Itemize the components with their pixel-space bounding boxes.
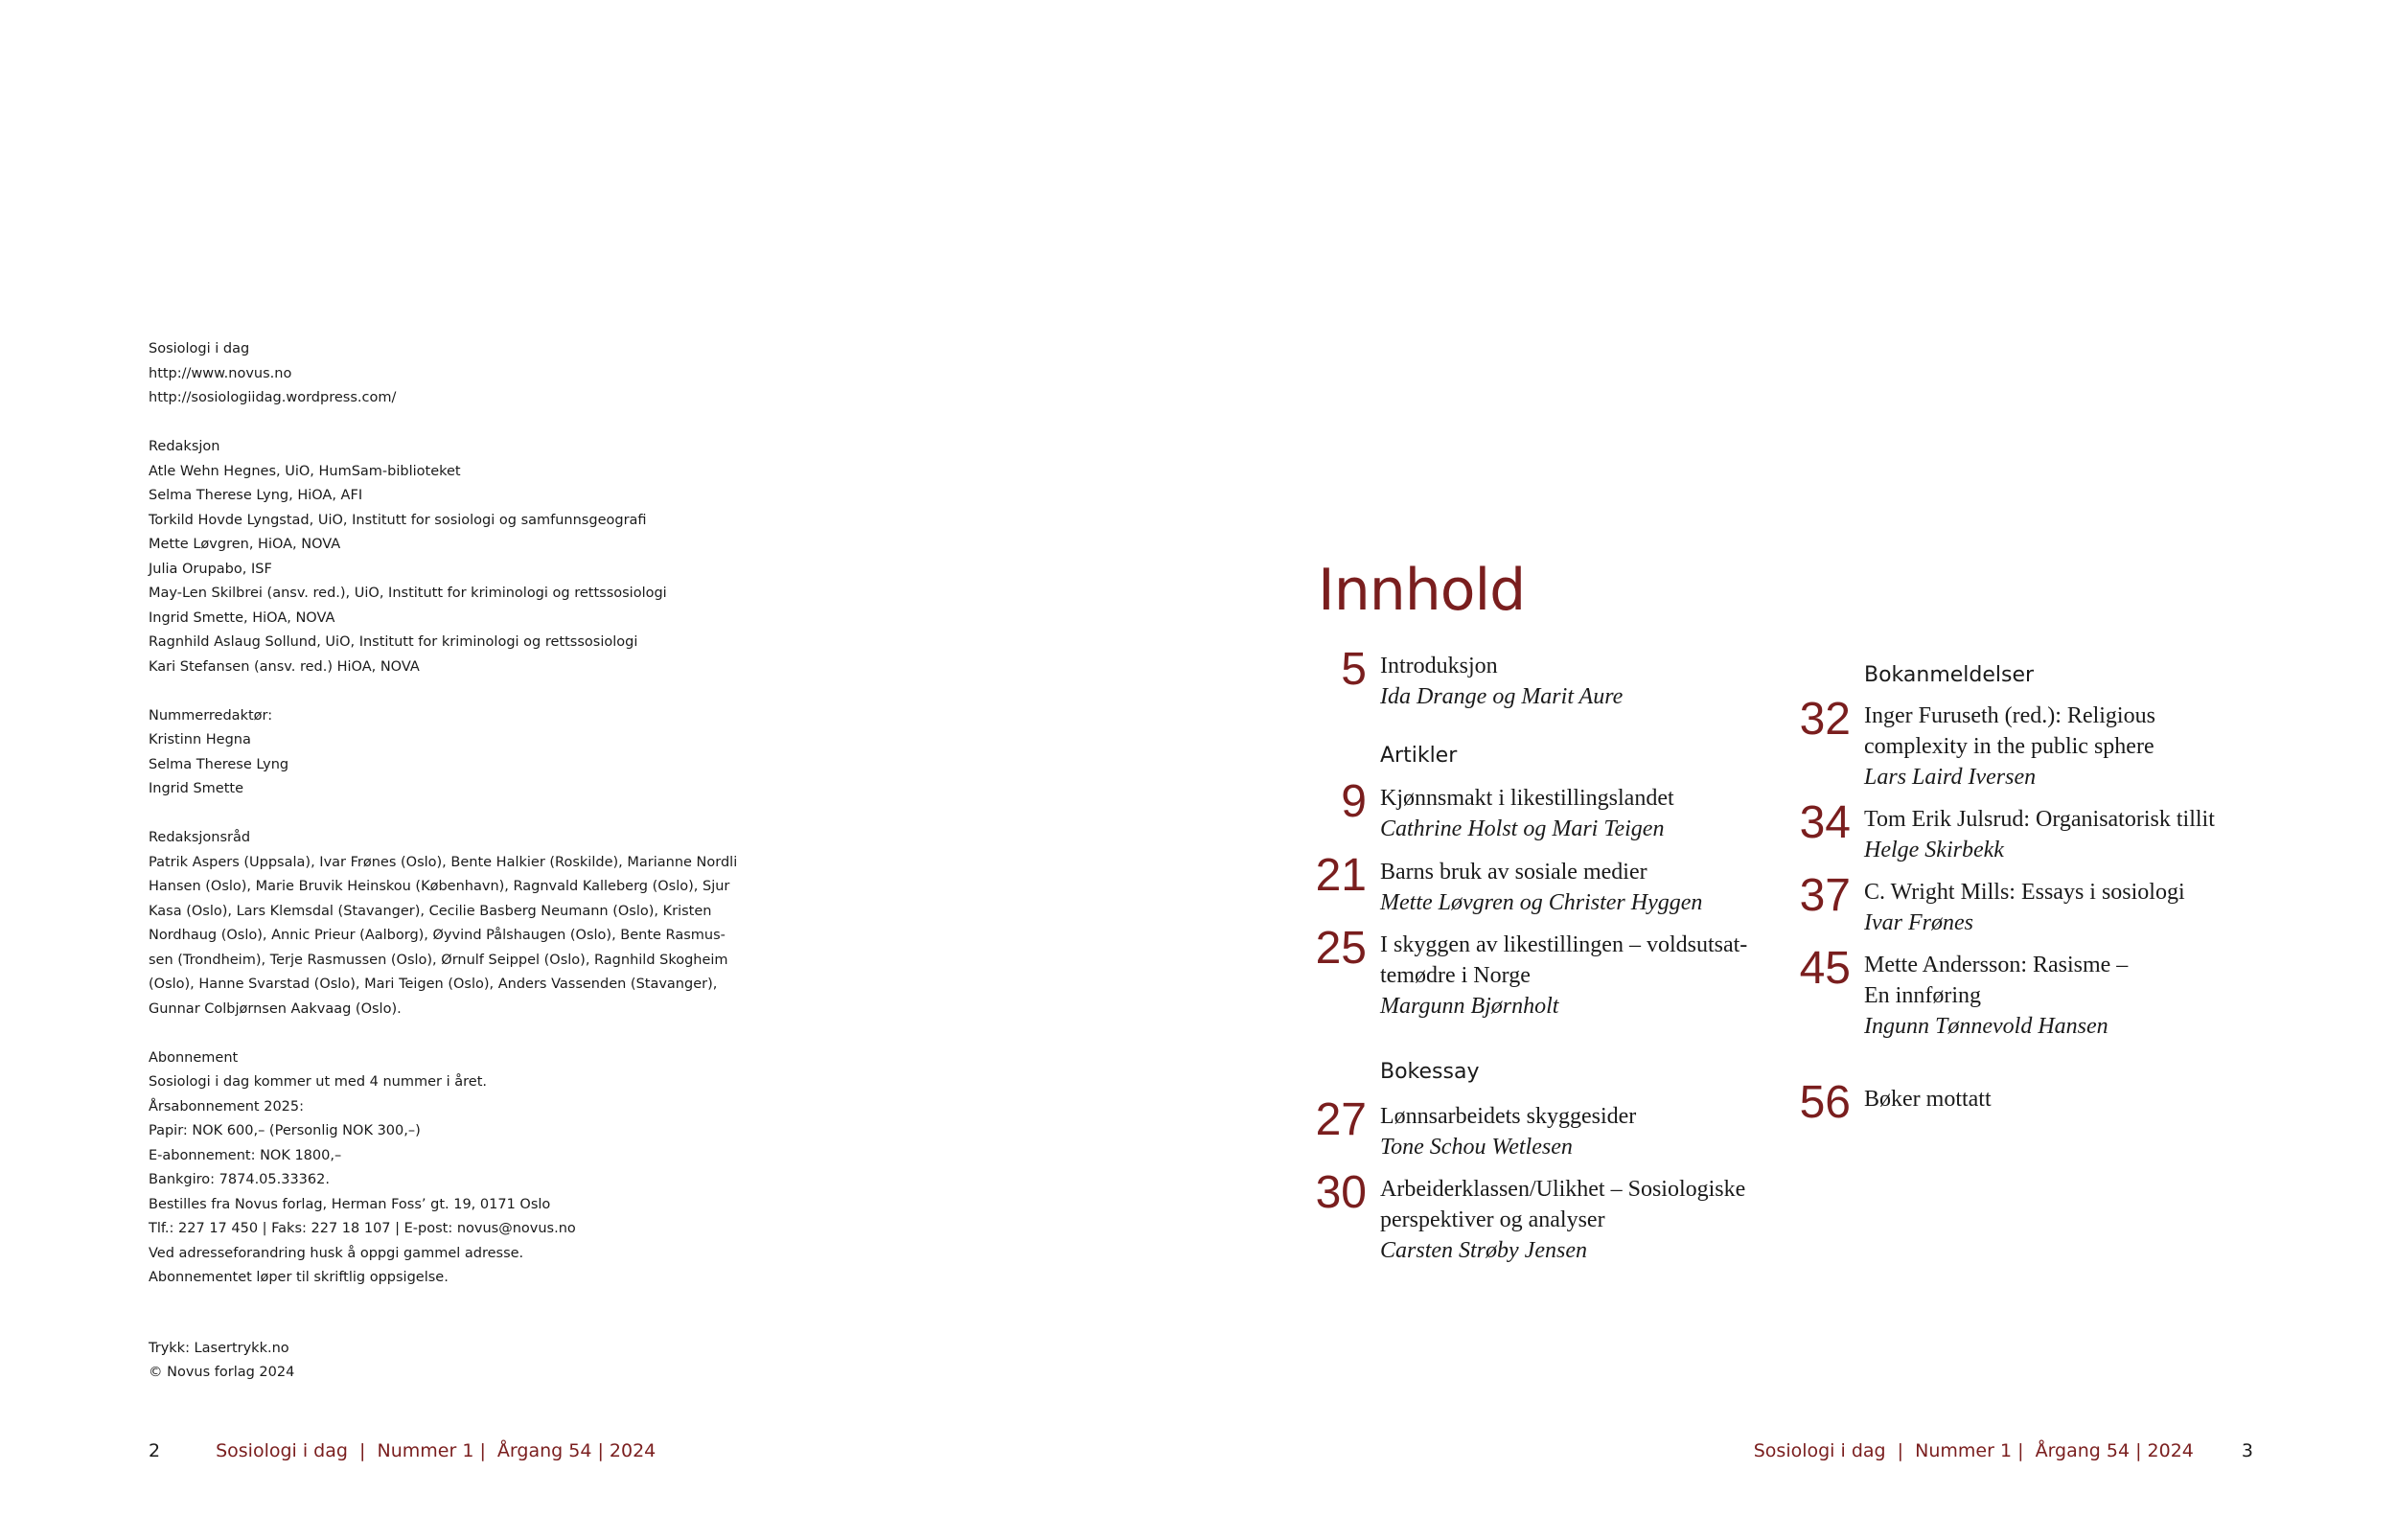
toc-title: Innhold bbox=[1318, 557, 1526, 624]
editor-line: Mette Løvgren, HiOA, NOVA bbox=[149, 537, 341, 552]
toc-page-number: 9 bbox=[1341, 776, 1367, 827]
running-head: Sosiologi i dag | Nummer 1 | Årgang 54 | 2024 bbox=[216, 1440, 657, 1461]
editor-line: Kari Stefansen (ansv. red.) HiOA, NOVA bbox=[149, 658, 420, 675]
toc-entry-title: Bøker mottatt bbox=[1864, 1087, 1992, 1112]
subscription-line: Bankgiro: 7874.05.33362. bbox=[149, 1172, 330, 1187]
subscription-line: Papir: NOK 600,– (Personlig NOK 300,–) bbox=[149, 1123, 421, 1138]
board-line: Patrik Aspers (Uppsala), Ivar Frønes (Oslo), Bente Halkier (Roskilde), Marianne Nordli bbox=[149, 854, 738, 870]
subscription-line: Ved adresseforandring husk å oppgi gammel adresse. bbox=[149, 1245, 524, 1261]
toc-entry-title-cont: perspektiver og analyser bbox=[1380, 1207, 1605, 1232]
editor-line: May-Len Skilbrei (ansv. red.), UiO, Institutt for kriminologi og rettssosiologi bbox=[149, 586, 667, 601]
section-heading-bokessay: Bokessay bbox=[1380, 1060, 1480, 1084]
toc-entry-title: I skyggen av likestillingen – voldsutsat- bbox=[1380, 932, 1748, 957]
board-line: Kasa (Oslo), Lars Klemsdal (Stavanger), Cecilie Basberg Neumann (Oslo), Kristen bbox=[149, 903, 712, 919]
copyright-line: © Novus forlag 2024 bbox=[149, 1365, 295, 1380]
redaksjonsrad-label: Redaksjonsråd bbox=[149, 830, 251, 845]
issue-editor: Selma Therese Lyng bbox=[149, 756, 289, 772]
footer-right bbox=[1754, 1438, 2253, 1463]
toc-entry[interactable] bbox=[1341, 644, 1624, 712]
toc-entry-title: Barns bruk av sosiale medier bbox=[1380, 860, 1647, 885]
toc-entry-title-cont: En innføring bbox=[1864, 983, 1981, 1008]
toc-page-number: 45 bbox=[1799, 943, 1851, 994]
editor-line: Torkild Hovde Lyngstad, UiO, Institutt for sosiologi og samfunnsgeografi bbox=[149, 512, 647, 528]
board-line: sen (Trondheim), Terje Rasmussen (Oslo), Ørnulf Seippel (Oslo), Ragnhild Skogheim bbox=[149, 952, 728, 968]
journal-title: Sosiologi i dag bbox=[149, 341, 250, 356]
toc-entry-author: Lars Laird Iversen bbox=[1864, 765, 2037, 790]
subscription-line: Sosiologi i dag kommer ut med 4 nummer i året. bbox=[149, 1074, 487, 1090]
editor-line: Ragnhild Aslaug Sollund, UiO, Institutt for kriminologi og rettssosiologi bbox=[149, 634, 638, 650]
toc-entry-title: Kjønnsmakt i likestillingslandet bbox=[1380, 786, 1674, 811]
section-heading-bokanmeldelser: Bokanmeldelser bbox=[1864, 663, 2035, 687]
subscription-line: Bestilles fra Novus forlag, Herman Foss’ gt. 19, 0171 Oslo bbox=[149, 1196, 551, 1212]
toc-page-number: 25 bbox=[1315, 923, 1367, 974]
printer-line: Trykk: Lasertrykk.no bbox=[149, 1340, 289, 1356]
toc-entry[interactable] bbox=[1799, 797, 2215, 865]
page-number: 3 bbox=[2241, 1440, 2253, 1461]
blog-link[interactable]: http://sosiologiidag.wordpress.com/ bbox=[149, 390, 397, 405]
board-line: Gunnar Colbjørnsen Aakvaag (Oslo). bbox=[149, 1000, 402, 1017]
editor-line: Selma Therese Lyng, HiOA, AFI bbox=[149, 488, 363, 503]
toc-entry-author: Carsten Strøby Jensen bbox=[1380, 1238, 1587, 1263]
subscription-line: Abonnementet løper til skriftlig oppsigelse. bbox=[149, 1270, 449, 1285]
toc-page-number: 37 bbox=[1799, 870, 1851, 921]
toc-entry[interactable] bbox=[1315, 1167, 1746, 1266]
toc-entry-title: Arbeiderklassen/Ulikhet – Sosiologiske bbox=[1380, 1177, 1746, 1202]
toc-entry-title: Tom Erik Julsrud: Organisatorisk tillit bbox=[1864, 807, 2215, 832]
toc-page-number: 56 bbox=[1799, 1077, 1851, 1128]
running-head: Sosiologi i dag | Nummer 1 | Årgang 54 | 2024 bbox=[1753, 1440, 2194, 1461]
toc-entry-title: Lønnsarbeidets skyggesider bbox=[1380, 1104, 1637, 1129]
toc-entry[interactable] bbox=[1799, 694, 2155, 793]
toc-entry-title: C. Wright Mills: Essays i sosiologi bbox=[1864, 880, 2185, 905]
toc-entry-title-cont: temødre i Norge bbox=[1380, 963, 1531, 988]
issue-editor: Kristinn Hegna bbox=[149, 732, 251, 747]
footer-left bbox=[149, 1438, 656, 1463]
toc-entry-title: Inger Furuseth (red.): Religious bbox=[1864, 703, 2155, 728]
toc-entry-title-cont: complexity in the public sphere bbox=[1864, 734, 2154, 759]
toc-entry[interactable] bbox=[1341, 776, 1674, 844]
toc-entry[interactable] bbox=[1315, 850, 1703, 918]
toc-entry[interactable] bbox=[1315, 923, 1748, 1022]
editor-line: Ingrid Smette, HiOA, NOVA bbox=[149, 609, 335, 626]
toc-entry[interactable] bbox=[1799, 870, 2185, 938]
board-line: Nordhaug (Oslo), Annic Prieur (Aalborg), Øyvind Pålshaugen (Oslo), Bente Rasmus- bbox=[149, 928, 726, 943]
toc-entry-author: Mette Løvgren og Christer Hyggen bbox=[1380, 890, 1703, 915]
redaksjon-label: Redaksjon bbox=[149, 439, 220, 454]
toc-entry-author: Helge Skirbekk bbox=[1864, 838, 2004, 862]
toc-page-number: 5 bbox=[1341, 644, 1367, 695]
toc-page-number: 32 bbox=[1799, 694, 1851, 745]
website-link[interactable]: http://www.novus.no bbox=[149, 365, 292, 381]
toc-page-number: 34 bbox=[1799, 797, 1851, 848]
board-line: (Oslo), Hanne Svarstad (Oslo), Mari Teigen (Oslo), Anders Vassenden (Stavanger), bbox=[149, 977, 718, 992]
board-line: Hansen (Oslo), Marie Bruvik Heinskou (København), Ragnvald Kalleberg (Oslo), Sjur bbox=[149, 879, 730, 894]
editor-line: Julia Orupabo, ISF bbox=[149, 561, 272, 577]
toc-entry-author: Ivar Frønes bbox=[1864, 910, 1973, 935]
toc-page-number: 30 bbox=[1315, 1167, 1367, 1218]
toc-entry[interactable] bbox=[1799, 943, 2129, 1042]
colophon bbox=[149, 337, 738, 1386]
subscription-line: E-abonnement: NOK 1800,– bbox=[149, 1147, 342, 1163]
nummerredaktor-label: Nummerredaktør: bbox=[149, 707, 273, 724]
toc-entry-author: Ida Drange og Marit Aure bbox=[1380, 684, 1624, 709]
toc-entry-author: Ingunn Tønnevold Hansen bbox=[1864, 1014, 2108, 1039]
issue-editor: Ingrid Smette bbox=[149, 781, 244, 796]
toc-entry-author: Cathrine Holst og Mari Teigen bbox=[1380, 816, 1665, 841]
section-heading-artikler: Artikler bbox=[1380, 744, 1458, 768]
toc-entry-title: Mette Andersson: Rasisme – bbox=[1864, 953, 2129, 977]
toc-entry[interactable] bbox=[1315, 1094, 1637, 1162]
subscription-line: Årsabonnement 2025: bbox=[149, 1098, 305, 1115]
toc-entry[interactable] bbox=[1799, 1077, 1992, 1128]
page-number: 2 bbox=[149, 1440, 161, 1461]
abonnement-label: Abonnement bbox=[149, 1049, 239, 1066]
toc-entry-title: Introduksjon bbox=[1380, 654, 1498, 678]
toc-entry-author: Margunn Bjørnholt bbox=[1380, 994, 1559, 1019]
contact-line: Tlf.: 227 17 450 | Faks: 227 18 107 | E-post: novus@novus.no bbox=[149, 1221, 576, 1236]
editor-line: Atle Wehn Hegnes, UiO, HumSam-biblioteket bbox=[149, 463, 461, 479]
toc-entry-author: Tone Schou Wetlesen bbox=[1380, 1135, 1573, 1160]
toc-page-number: 27 bbox=[1315, 1094, 1367, 1145]
toc-page-number: 21 bbox=[1315, 850, 1367, 901]
